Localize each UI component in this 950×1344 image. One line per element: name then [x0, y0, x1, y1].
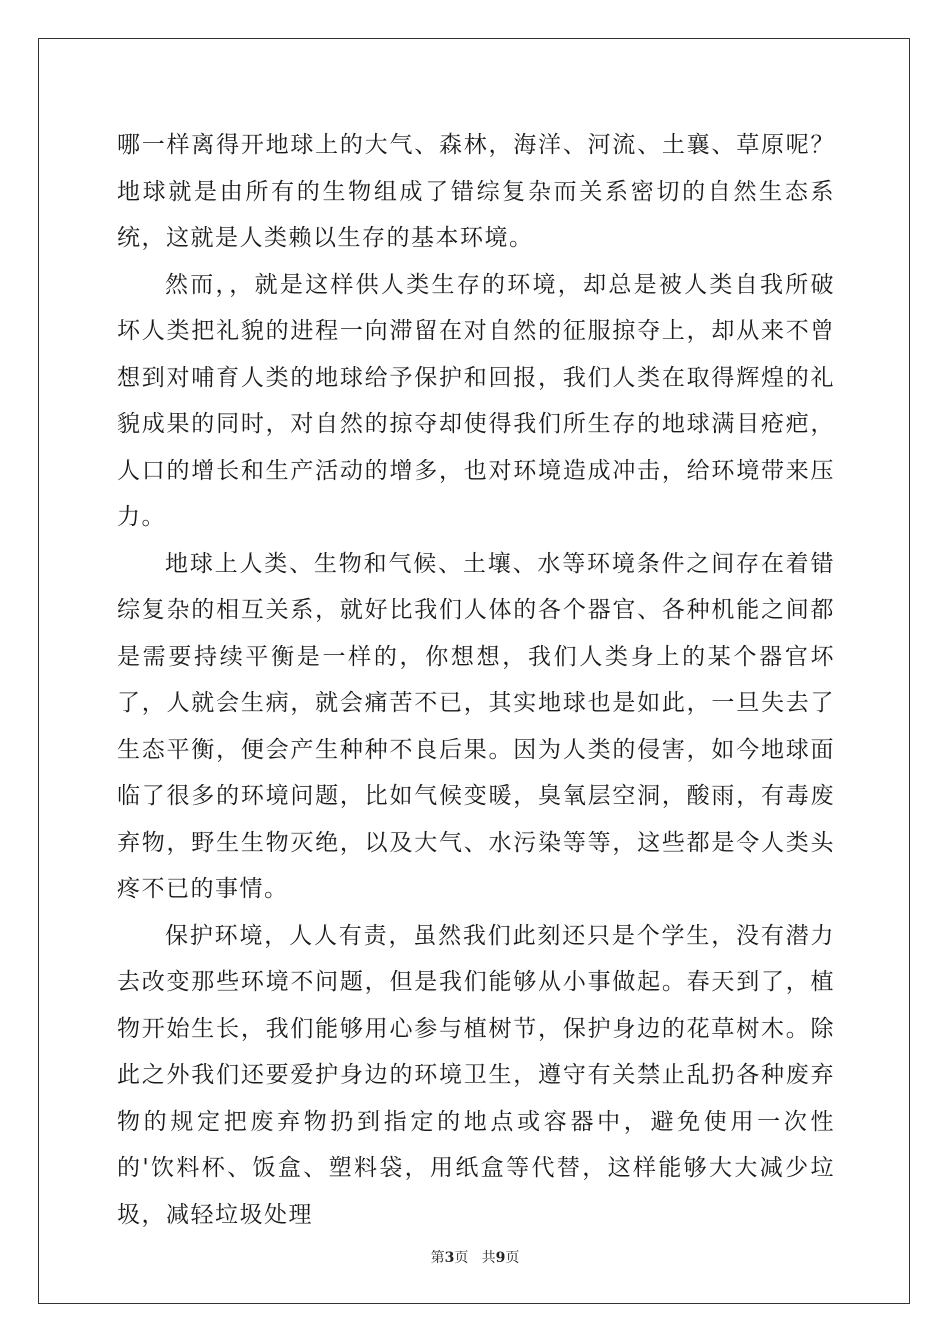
page-footer — [0, 1248, 950, 1268]
paragraph-continuation: 哪一样离得开地球上的大气、森林，海洋、河流、土襄、草原呢？地球就是由所有的生物组成了错综复杂而关系密切的自然生态系统，这就是人类赖以生存的基本环境。 — [117, 132, 835, 251]
footer-prefix: 第 — [430, 1250, 445, 1266]
footer-total-prefix: 共 — [481, 1250, 496, 1266]
total-pages-number: 9 — [495, 1250, 506, 1266]
footer-page-suffix: 页 — [454, 1250, 469, 1266]
paragraph: 地球上人类、生物和气候、土壤、水等环境条件之间存在着错综复杂的相互关系，就好比我们人体的各个器官、各种机能之间都是需要持续平衡是一样的，你想想，我们人类身上的某个器官坏了，人就会生病，就会痛苦不已，其实地球也是如此，一旦失去了生态平衡，便会产生种种不良后果。因为人类的侵害，如今地球面临了很多的环境问题，比如气候变暖，臭氧层空洞，酸雨，有毒废弃物，野生生物灭绝，以及大气、水污染等等，这些都是令人类头疼不已的事情。 — [117, 550, 835, 902]
document-body — [117, 122, 835, 1238]
paragraph: 保护环境，人人有责，虽然我们此刻还只是个学生，没有潜力去改变那些环境不问题，但是我们能够从小事做起。春天到了，植物开始生长，我们能够用心参与植树节，保护身边的花草树木。除此之外我们还要爱护身边的环境卫生，遵守有关禁止乱扔各种废弃物的规定把废弃物扔到指定的地点或容器中，避免使用一次性的'饮料杯、饭盒、塑料袋，用纸盒等代替，这样能够大大减少垃圾，减轻垃圾处理 — [117, 922, 835, 1228]
footer-total-suffix: 页 — [505, 1250, 520, 1266]
paragraph: 然而，，就是这样供人类生存的环境，却总是被人类自我所破坏人类把礼貌的进程一向滞留在对自然的征服掠夺上，却从来不曾想到对哺育人类的地球给予保护和回报，我们人类在取得辉煌的礼貌成果的同时，对自然的掠夺却使得我们所生存的地球满目疮疤，人口的增长和生产活动的增多，也对环境造成冲击，给环境带来压力。 — [117, 271, 835, 530]
current-page-number: 3 — [444, 1250, 455, 1266]
